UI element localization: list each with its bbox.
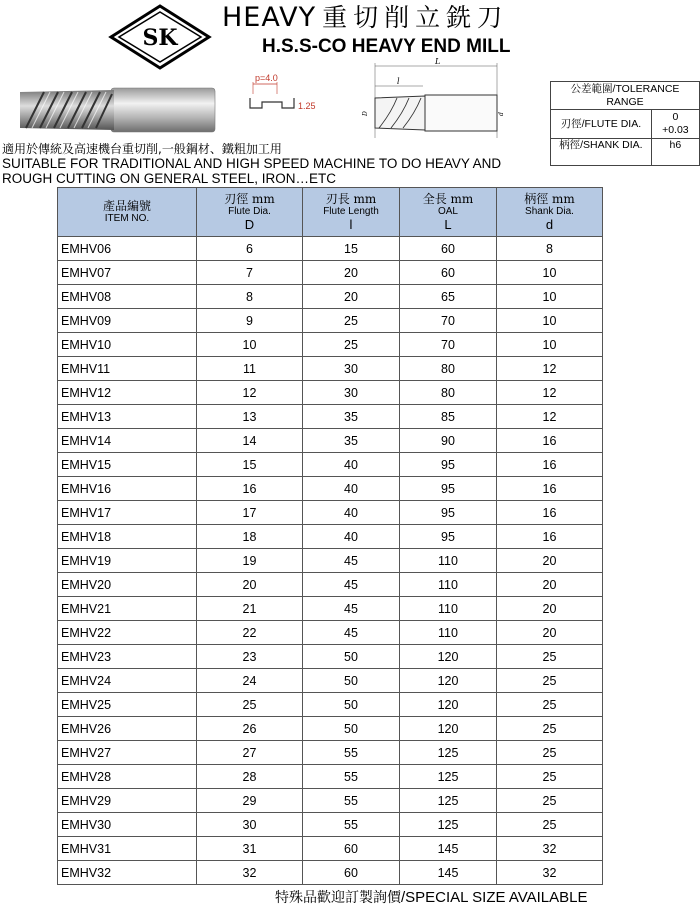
footer-cn: 特殊品歡迎訂製詢價 bbox=[275, 890, 401, 906]
oal-cell: 65 bbox=[400, 285, 497, 309]
oal-cell: 70 bbox=[400, 309, 497, 333]
flute-dia-cell: 11 bbox=[197, 357, 303, 381]
column-header: 刃長 mm Flute Length l bbox=[303, 188, 400, 237]
oal-cell: 120 bbox=[400, 693, 497, 717]
item-no-cell: EMHV19 bbox=[58, 549, 197, 573]
shank-dia-cell: 10 bbox=[497, 261, 603, 285]
table-row bbox=[58, 549, 603, 573]
sk-logo bbox=[108, 4, 212, 70]
flute-length-cell: 45 bbox=[303, 549, 400, 573]
flute-length-cell: 50 bbox=[303, 693, 400, 717]
flute-dia-cell: 22 bbox=[197, 621, 303, 645]
flute-dia-cell: 19 bbox=[197, 549, 303, 573]
shank-dia-cell: 10 bbox=[497, 333, 603, 357]
column-header: 柄徑 mm Shank Dia. d bbox=[497, 188, 603, 237]
end-mill-drawing bbox=[345, 58, 505, 142]
oal-cell: 95 bbox=[400, 477, 497, 501]
end-mill-photo bbox=[16, 80, 216, 140]
oal-cell: 60 bbox=[400, 237, 497, 261]
flute-length-cell: 55 bbox=[303, 741, 400, 765]
table-row bbox=[58, 381, 603, 405]
table-row bbox=[58, 261, 603, 285]
item-no-cell: EMHV30 bbox=[58, 813, 197, 837]
table-row bbox=[58, 813, 603, 837]
flute-length-cell: 20 bbox=[303, 285, 400, 309]
flute-length-cell: 25 bbox=[303, 309, 400, 333]
flute-dia-cell: 21 bbox=[197, 597, 303, 621]
flute-length-cell: 40 bbox=[303, 525, 400, 549]
flute-length-cell: 60 bbox=[303, 861, 400, 885]
item-no-cell: EMHV21 bbox=[58, 597, 197, 621]
item-no-cell: EMHV07 bbox=[58, 261, 197, 285]
flute-dia-cell: 32 bbox=[197, 861, 303, 885]
title-cn: 重切削立銑刀 bbox=[322, 3, 509, 32]
table-row bbox=[58, 333, 603, 357]
flute-dia-cell: 12 bbox=[197, 381, 303, 405]
item-no-cell: EMHV26 bbox=[58, 717, 197, 741]
flute-dia-cell: 26 bbox=[197, 717, 303, 741]
shank-dia-cell: 32 bbox=[497, 861, 603, 885]
oal-cell: 120 bbox=[400, 717, 497, 741]
oal-cell: 110 bbox=[400, 573, 497, 597]
oal-cell: 120 bbox=[400, 645, 497, 669]
oal-cell: 95 bbox=[400, 453, 497, 477]
item-no-cell: EMHV24 bbox=[58, 669, 197, 693]
footer-en: /SPECIAL SIZE AVAILABLE bbox=[401, 889, 588, 906]
oal-cell: 145 bbox=[400, 861, 497, 885]
flute-length-cell: 20 bbox=[303, 261, 400, 285]
tolerance-value-bottom: +0.03 bbox=[662, 124, 689, 136]
flute-dia-cell: 25 bbox=[197, 693, 303, 717]
table-header-row bbox=[58, 188, 603, 237]
item-no-cell: EMHV20 bbox=[58, 573, 197, 597]
table-row bbox=[58, 645, 603, 669]
item-no-cell: EMHV28 bbox=[58, 765, 197, 789]
flute-length-cell: 50 bbox=[303, 717, 400, 741]
shank-dia-cell: 20 bbox=[497, 573, 603, 597]
table-row bbox=[58, 285, 603, 309]
tolerance-header: 公差範圍/TOLERANCE RANGE bbox=[551, 82, 700, 110]
table-row bbox=[58, 717, 603, 741]
oal-cell: 95 bbox=[400, 501, 497, 525]
table-row bbox=[58, 357, 603, 381]
shank-dia-cell: 12 bbox=[497, 405, 603, 429]
flute-dia-cell: 13 bbox=[197, 405, 303, 429]
table-row bbox=[58, 453, 603, 477]
flute-dia-cell: 10 bbox=[197, 333, 303, 357]
page-subtitle: H.S.S-CO HEAVY END MILL bbox=[262, 36, 511, 57]
table-row bbox=[58, 765, 603, 789]
tolerance-value: h6 bbox=[651, 139, 699, 166]
flute-dia-cell: 7 bbox=[197, 261, 303, 285]
flute-dia-cell: 18 bbox=[197, 525, 303, 549]
oal-cell: 80 bbox=[400, 381, 497, 405]
oal-cell: 70 bbox=[400, 333, 497, 357]
item-no-cell: EMHV13 bbox=[58, 405, 197, 429]
column-header: 全長 mm OAL L bbox=[400, 188, 497, 237]
flute-dia-cell: 9 bbox=[197, 309, 303, 333]
shank-dia-cell: 10 bbox=[497, 285, 603, 309]
item-no-cell: EMHV08 bbox=[58, 285, 197, 309]
shank-dia-cell: 10 bbox=[497, 309, 603, 333]
flute-dia-cell: 16 bbox=[197, 477, 303, 501]
table-row bbox=[58, 741, 603, 765]
logo-text: SK bbox=[142, 25, 178, 51]
shank-dia-cell: 20 bbox=[497, 549, 603, 573]
oal-cell: 125 bbox=[400, 789, 497, 813]
item-no-cell: EMHV31 bbox=[58, 837, 197, 861]
tolerance-value-top: 0 bbox=[672, 111, 679, 123]
table-row bbox=[58, 501, 603, 525]
table-row bbox=[58, 573, 603, 597]
oal-cell: 80 bbox=[400, 357, 497, 381]
oal-cell: 90 bbox=[400, 429, 497, 453]
table-row bbox=[58, 621, 603, 645]
flute-dia-cell: 8 bbox=[197, 285, 303, 309]
label-L: L bbox=[435, 58, 441, 66]
oal-cell: 125 bbox=[400, 813, 497, 837]
shank-dia-cell: 25 bbox=[497, 741, 603, 765]
oal-cell: 125 bbox=[400, 741, 497, 765]
flute-length-cell: 40 bbox=[303, 453, 400, 477]
shank-dia-cell: 16 bbox=[497, 525, 603, 549]
item-no-cell: EMHV25 bbox=[58, 693, 197, 717]
spec-table bbox=[57, 187, 603, 885]
shank-dia-cell: 8 bbox=[497, 237, 603, 261]
flute-length-cell: 35 bbox=[303, 429, 400, 453]
table-row bbox=[58, 693, 603, 717]
label-l: l bbox=[397, 77, 400, 86]
title-en: HEAVY bbox=[222, 2, 317, 33]
item-no-cell: EMHV14 bbox=[58, 429, 197, 453]
tolerance-table bbox=[550, 81, 700, 166]
table-row bbox=[58, 309, 603, 333]
flute-dia-cell: 14 bbox=[197, 429, 303, 453]
oal-cell: 95 bbox=[400, 525, 497, 549]
shank-dia-cell: 16 bbox=[497, 477, 603, 501]
oal-cell: 85 bbox=[400, 405, 497, 429]
flute-dia-cell: 29 bbox=[197, 789, 303, 813]
shank-dia-cell: 32 bbox=[497, 837, 603, 861]
item-no-cell: EMHV29 bbox=[58, 789, 197, 813]
shank-dia-cell: 25 bbox=[497, 813, 603, 837]
shank-dia-cell: 25 bbox=[497, 645, 603, 669]
column-header: 產品編號 ITEM NO. bbox=[58, 188, 197, 237]
table-row bbox=[58, 861, 603, 885]
shank-dia-cell: 25 bbox=[497, 717, 603, 741]
table-row bbox=[58, 789, 603, 813]
flute-length-cell: 50 bbox=[303, 669, 400, 693]
item-no-cell: EMHV22 bbox=[58, 621, 197, 645]
oal-cell: 110 bbox=[400, 621, 497, 645]
flute-dia-cell: 31 bbox=[197, 837, 303, 861]
pitch-label: p=4.0 bbox=[255, 73, 278, 83]
label-D: D bbox=[362, 111, 369, 116]
flute-length-cell: 45 bbox=[303, 621, 400, 645]
flute-length-cell: 40 bbox=[303, 477, 400, 501]
table-row bbox=[58, 837, 603, 861]
item-no-cell: EMHV15 bbox=[58, 453, 197, 477]
flute-length-cell: 50 bbox=[303, 645, 400, 669]
flute-length-cell: 35 bbox=[303, 405, 400, 429]
oal-cell: 120 bbox=[400, 669, 497, 693]
shank-dia-cell: 20 bbox=[497, 597, 603, 621]
shank-dia-cell: 16 bbox=[497, 429, 603, 453]
oal-cell: 60 bbox=[400, 261, 497, 285]
flute-dia-cell: 17 bbox=[197, 501, 303, 525]
oal-cell: 125 bbox=[400, 765, 497, 789]
shank-dia-cell: 25 bbox=[497, 669, 603, 693]
item-no-cell: EMHV32 bbox=[58, 861, 197, 885]
flute-length-cell: 55 bbox=[303, 813, 400, 837]
flute-length-cell: 40 bbox=[303, 501, 400, 525]
item-no-cell: EMHV18 bbox=[58, 525, 197, 549]
depth-label: 1.25 bbox=[298, 101, 316, 111]
shank-dia-cell: 16 bbox=[497, 501, 603, 525]
pitch-diagram bbox=[240, 68, 336, 124]
oal-cell: 145 bbox=[400, 837, 497, 861]
item-no-cell: EMHV06 bbox=[58, 237, 197, 261]
table-row bbox=[58, 669, 603, 693]
table-row bbox=[58, 597, 603, 621]
flute-dia-cell: 28 bbox=[197, 765, 303, 789]
item-no-cell: EMHV17 bbox=[58, 501, 197, 525]
oal-cell: 110 bbox=[400, 549, 497, 573]
item-no-cell: EMHV12 bbox=[58, 381, 197, 405]
flute-dia-cell: 23 bbox=[197, 645, 303, 669]
shank-dia-cell: 12 bbox=[497, 381, 603, 405]
oal-cell: 110 bbox=[400, 597, 497, 621]
table-row bbox=[58, 477, 603, 501]
flute-length-cell: 55 bbox=[303, 789, 400, 813]
flute-length-cell: 15 bbox=[303, 237, 400, 261]
item-no-cell: EMHV23 bbox=[58, 645, 197, 669]
flute-length-cell: 25 bbox=[303, 333, 400, 357]
table-row bbox=[58, 237, 603, 261]
flute-length-cell: 55 bbox=[303, 765, 400, 789]
table-row bbox=[58, 405, 603, 429]
tolerance-label: 柄徑/SHANK DIA. bbox=[551, 139, 652, 166]
item-no-cell: EMHV27 bbox=[58, 741, 197, 765]
page-title bbox=[222, 0, 508, 34]
usage-note-cn: 適用於傳統及高速機台重切削,一般鋼材、鐵粗加工用 bbox=[2, 142, 282, 156]
shank-dia-cell: 25 bbox=[497, 693, 603, 717]
flute-dia-cell: 24 bbox=[197, 669, 303, 693]
flute-length-cell: 30 bbox=[303, 381, 400, 405]
item-no-cell: EMHV16 bbox=[58, 477, 197, 501]
shank-dia-cell: 25 bbox=[497, 765, 603, 789]
flute-dia-cell: 20 bbox=[197, 573, 303, 597]
shank-dia-cell: 20 bbox=[497, 621, 603, 645]
label-d: d bbox=[498, 112, 505, 116]
flute-dia-cell: 6 bbox=[197, 237, 303, 261]
usage-note-en: SUITABLE FOR TRADITIONAL AND HIGH SPEED MACHINE TO DO HEAVY AND ROUGH CUTTING ON GENERAL STEEL, IRON…ETC bbox=[2, 156, 502, 186]
special-size-note bbox=[275, 887, 587, 907]
shank-dia-cell: 16 bbox=[497, 453, 603, 477]
shank-dia-cell: 25 bbox=[497, 789, 603, 813]
table-row bbox=[58, 525, 603, 549]
flute-length-cell: 45 bbox=[303, 597, 400, 621]
table-row bbox=[58, 429, 603, 453]
flute-length-cell: 30 bbox=[303, 357, 400, 381]
flute-length-cell: 45 bbox=[303, 573, 400, 597]
item-no-cell: EMHV10 bbox=[58, 333, 197, 357]
tolerance-label: 刃徑/FLUTE DIA. bbox=[551, 110, 652, 139]
flute-dia-cell: 15 bbox=[197, 453, 303, 477]
item-no-cell: EMHV09 bbox=[58, 309, 197, 333]
item-no-cell: EMHV11 bbox=[58, 357, 197, 381]
flute-length-cell: 60 bbox=[303, 837, 400, 861]
tolerance-value bbox=[651, 110, 699, 139]
flute-dia-cell: 27 bbox=[197, 741, 303, 765]
column-header: 刃徑 mm Flute Dia. D bbox=[197, 188, 303, 237]
shank-dia-cell: 12 bbox=[497, 357, 603, 381]
flute-dia-cell: 30 bbox=[197, 813, 303, 837]
